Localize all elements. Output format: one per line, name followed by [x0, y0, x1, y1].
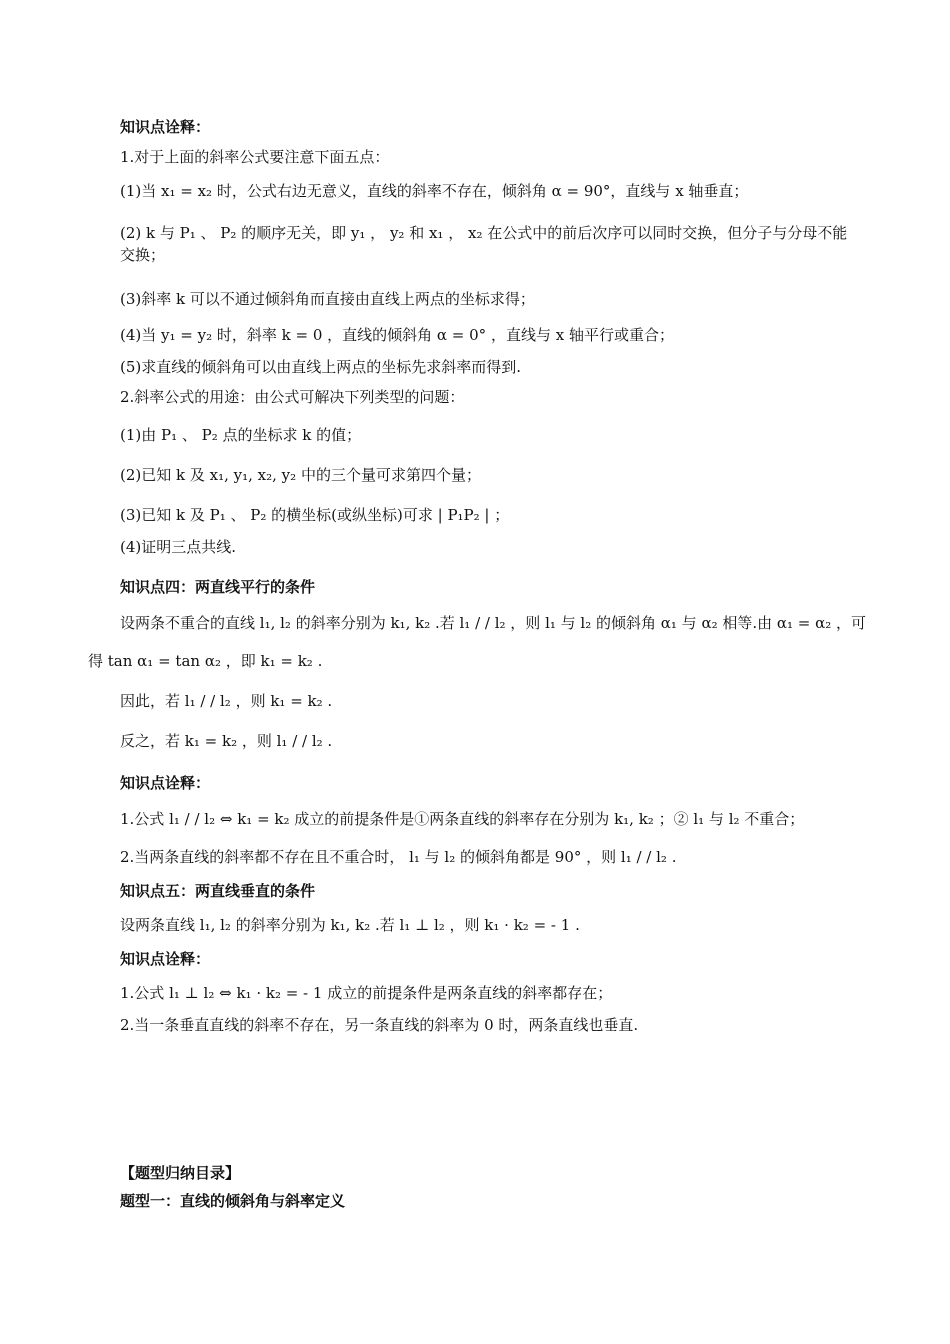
- paragraph-line: 1.公式 l₁ ⊥ l₂ ⇔ k₁ · k₂ = - 1 成立的前提条件是两条直线的斜率都存在；: [120, 984, 613, 1002]
- paragraph-line: (2) k 与 P₁ 、 P₂ 的顺序无关，即 y₁ ， y₂ 和 x₁ ， x₂ 在公式中的前后次序可以同时交换，但分子与分母不能交换；: [120, 224, 848, 264]
- paragraph-line: 得 tan α₁ = tan α₂ ，即 k₁ = k₂ .: [88, 652, 323, 670]
- paragraph-line: (4)证明三点共线.: [120, 538, 237, 556]
- paragraph-line: 2.斜率公式的用途：由公式可解决下列类型的问题：: [120, 388, 465, 406]
- paragraph-line: (2)已知 k 及 x₁, y₁, x₂, y₂ 中的三个量可求第四个量；: [120, 466, 481, 484]
- heading-question-type-one: 题型一：直线的倾斜角与斜率定义: [120, 1192, 346, 1210]
- paragraph-line: 设两条不重合的直线 l₁, l₂ 的斜率分别为 k₁, k₂ .若 l₁ / / l₂ ，则 l₁ 与 l₂ 的倾斜角 α₁ 与 α₂ 相等.由 α₁ = α₂ ，可: [120, 614, 867, 632]
- paragraph-line: (5)求直线的倾斜角可以由直线上两点的坐标先求斜率而得到.: [120, 358, 522, 376]
- paragraph-line: 1.对于上面的斜率公式要注意下面五点：: [120, 148, 390, 166]
- heading-knowledge-note-2: 知识点诠释：: [120, 774, 211, 792]
- paragraph-line: 设两条直线 l₁, l₂ 的斜率分别为 k₁, k₂ .若 l₁ ⊥ l₂ ，则 k₁ · k₂ = - 1 .: [120, 916, 580, 934]
- paragraph-line: (1)当 x₁ = x₂ 时，公式右边无意义，直线的斜率不存在，倾斜角 α = 90°，直线与 x 轴垂直；: [120, 182, 749, 200]
- heading-knowledge-note-1: 知识点诠释：: [120, 118, 211, 136]
- paragraph-line: 2.当两条直线的斜率都不存在且不重合时， l₁ 与 l₂ 的倾斜角都是 90° ，则 l₁ / / l₂ .: [120, 848, 677, 866]
- paragraph-line: (3)已知 k 及 P₁ 、 P₂ 的横坐标(或纵坐标)可求 | P₁P₂ | ；: [120, 506, 510, 524]
- paragraph-line: 反之，若 k₁ = k₂ ，则 l₁ / / l₂ .: [120, 732, 333, 750]
- heading-knowledge-note-3: 知识点诠释：: [120, 950, 211, 968]
- paragraph-line: (4)当 y₁ = y₂ 时，斜率 k = 0 ，直线的倾斜角 α = 0° ，直线与 x 轴平行或重合；: [120, 326, 674, 344]
- heading-section-four: 知识点四：两直线平行的条件: [120, 578, 316, 596]
- paragraph-line: (3)斜率 k 可以不通过倾斜角而直接由直线上两点的坐标求得；: [120, 290, 535, 308]
- heading-section-five: 知识点五：两直线垂直的条件: [120, 882, 316, 900]
- paragraph-line: 因此，若 l₁ / / l₂ ，则 k₁ = k₂ .: [120, 692, 333, 710]
- paragraph-line: (1)由 P₁ 、 P₂ 点的坐标求 k 的值；: [120, 426, 362, 444]
- paragraph-line: 2.当一条垂直直线的斜率不存在，另一条直线的斜率为 0 时，两条直线也垂直.: [120, 1016, 639, 1034]
- paragraph-line: 1.公式 l₁ / / l₂ ⇔ k₁ = k₂ 成立的前提条件是①两条直线的斜率存在分别为 k₁, k₂ ；② l₁ 与 l₂ 不重合；: [120, 810, 805, 828]
- heading-question-type-catalog: 【题型归纳目录】: [120, 1164, 241, 1182]
